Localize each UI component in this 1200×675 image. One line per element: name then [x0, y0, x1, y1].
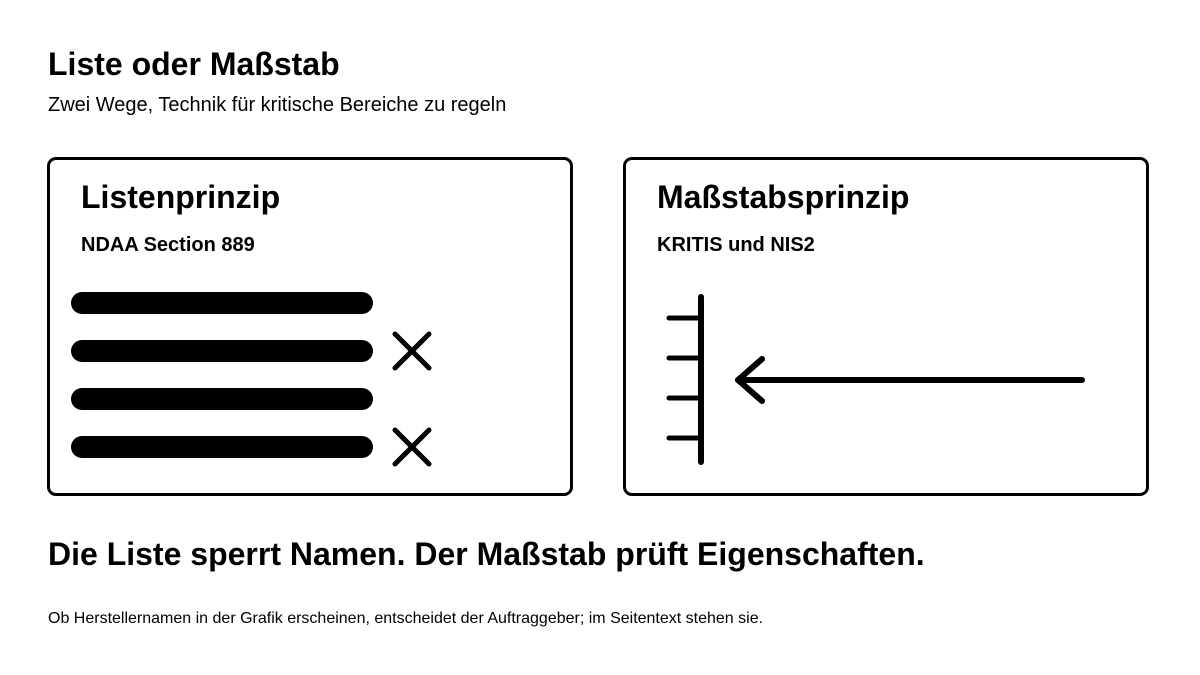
- scale-principle-panel: [623, 157, 1149, 496]
- blocklist-icon: [50, 160, 570, 493]
- ruler-with-arrow-icon: [626, 160, 1146, 493]
- list-principle-title: Listenprinzip: [81, 179, 281, 215]
- blocked-x-icon: [395, 334, 429, 368]
- scale-principle-title: Maßstabsprinzip: [657, 179, 910, 215]
- footnote: Ob Herstellernamen in der Grafik erscheinen, entscheidet der Auftraggeber; im Seitentext stehen sie.: [48, 610, 764, 627]
- page-subtitle: Zwei Wege, Technik für kritische Bereiche zu regeln: [48, 94, 507, 116]
- blocked-x-icon: [395, 430, 429, 464]
- scale-principle-subtitle: KRITIS und NIS2: [657, 234, 815, 256]
- list-principle-subtitle: NDAA Section 889: [81, 234, 255, 256]
- list-principle-panel: [47, 157, 573, 496]
- key-statement: Die Liste sperrt Namen. Der Maßstab prüft Eigenschaften.: [48, 536, 925, 572]
- page-title: Liste oder Maßstab: [48, 46, 340, 82]
